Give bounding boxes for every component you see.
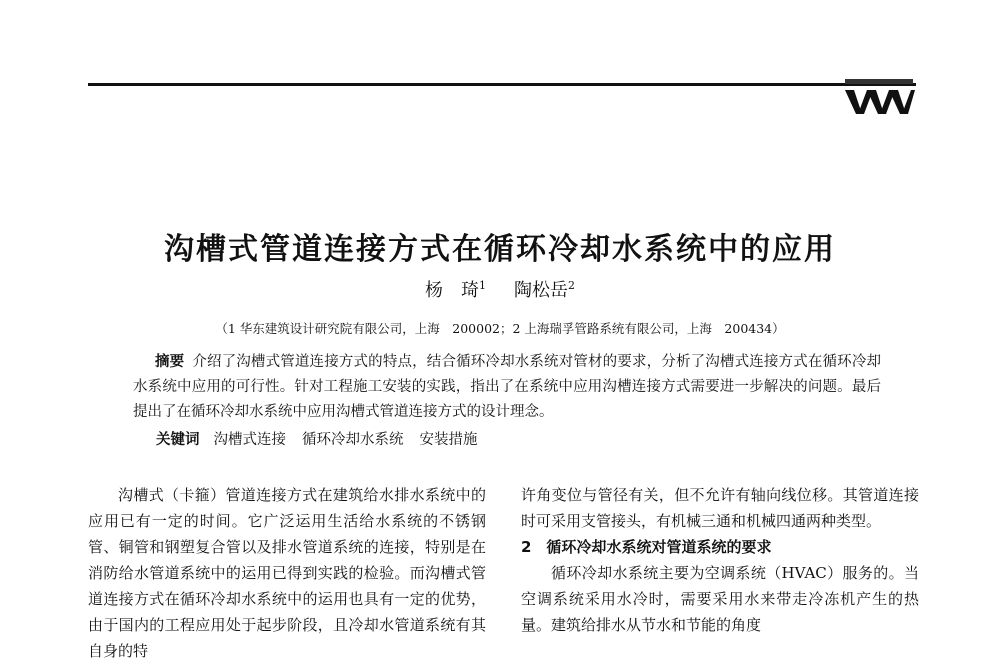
body-right-column bbox=[521, 482, 919, 638]
paper-title: 沟槽式管道连接方式在循环冷却水系统中的应用 bbox=[164, 232, 836, 267]
header-rule bbox=[88, 83, 916, 86]
abstract-text: 介绍了沟槽式管道连接方式的特点，结合循环冷却水系统对管材的要求，分析了沟槽式连接方式在循环冷却水系统中应用的可行性。针对工程施工安装的实践，指出了在系统中应用沟槽连接方式需要进一步解决的问题。最后提出了在循环冷却水系统中应用沟槽式管道连接方式的设计理念。 bbox=[133, 354, 881, 420]
body-left-column bbox=[88, 482, 486, 664]
keywords bbox=[156, 428, 494, 449]
affiliations: （1 华东建筑设计研究院有限公司，上海 200002；2 上海瑞孚管路系统有限公司，上海 200434） bbox=[215, 321, 785, 336]
body-paragraph: 循环冷却水系统主要为空调系统（HVAC）服务的。当空调系统采用水冷时，需要采用水来带走冷冻机产生的热量。建筑给排水从节水和节能的角度 bbox=[521, 564, 919, 634]
body-paragraph: 许角变位与管径有关，但不允许有轴向线位移。其管道连接时可采用支管接头，有机械三通和机械四通两种类型。 bbox=[521, 486, 919, 530]
logo-top-bar bbox=[845, 79, 913, 84]
keyword-item: 沟槽式连接 bbox=[213, 432, 286, 448]
author-sup: 1 bbox=[479, 279, 486, 292]
abstract-label: 摘要 bbox=[155, 354, 185, 370]
author-list bbox=[0, 276, 1000, 302]
author-sup: 2 bbox=[568, 279, 575, 292]
body-paragraph: 沟槽式（卡箍）管道连接方式在建筑给水排水系统中的应用已有一定的时间。它广泛运用生活给水系统的不锈钢管、铜管和钢塑复合管以及排水管道系统的连接，特别是在消防给水管道系统中的运用已得到实践的检验。而沟槽式管道连接方式在循环冷却水系统中的运用也具有一定的优势，由于国内的工程应用处于起步阶段，且冷却水管道系统有其自身的特 bbox=[88, 486, 486, 660]
author-name: 陶松岳 bbox=[514, 280, 568, 301]
journal-w-logo-icon bbox=[845, 86, 915, 118]
section-heading: 2 循环冷却水系统对管道系统的要求 bbox=[521, 538, 772, 556]
keyword-item: 安装措施 bbox=[419, 432, 478, 448]
keywords-label: 关键词 bbox=[156, 432, 200, 448]
author-name: 杨 琦 bbox=[425, 280, 479, 301]
abstract bbox=[133, 350, 881, 425]
keyword-item: 循环冷却水系统 bbox=[302, 432, 404, 448]
